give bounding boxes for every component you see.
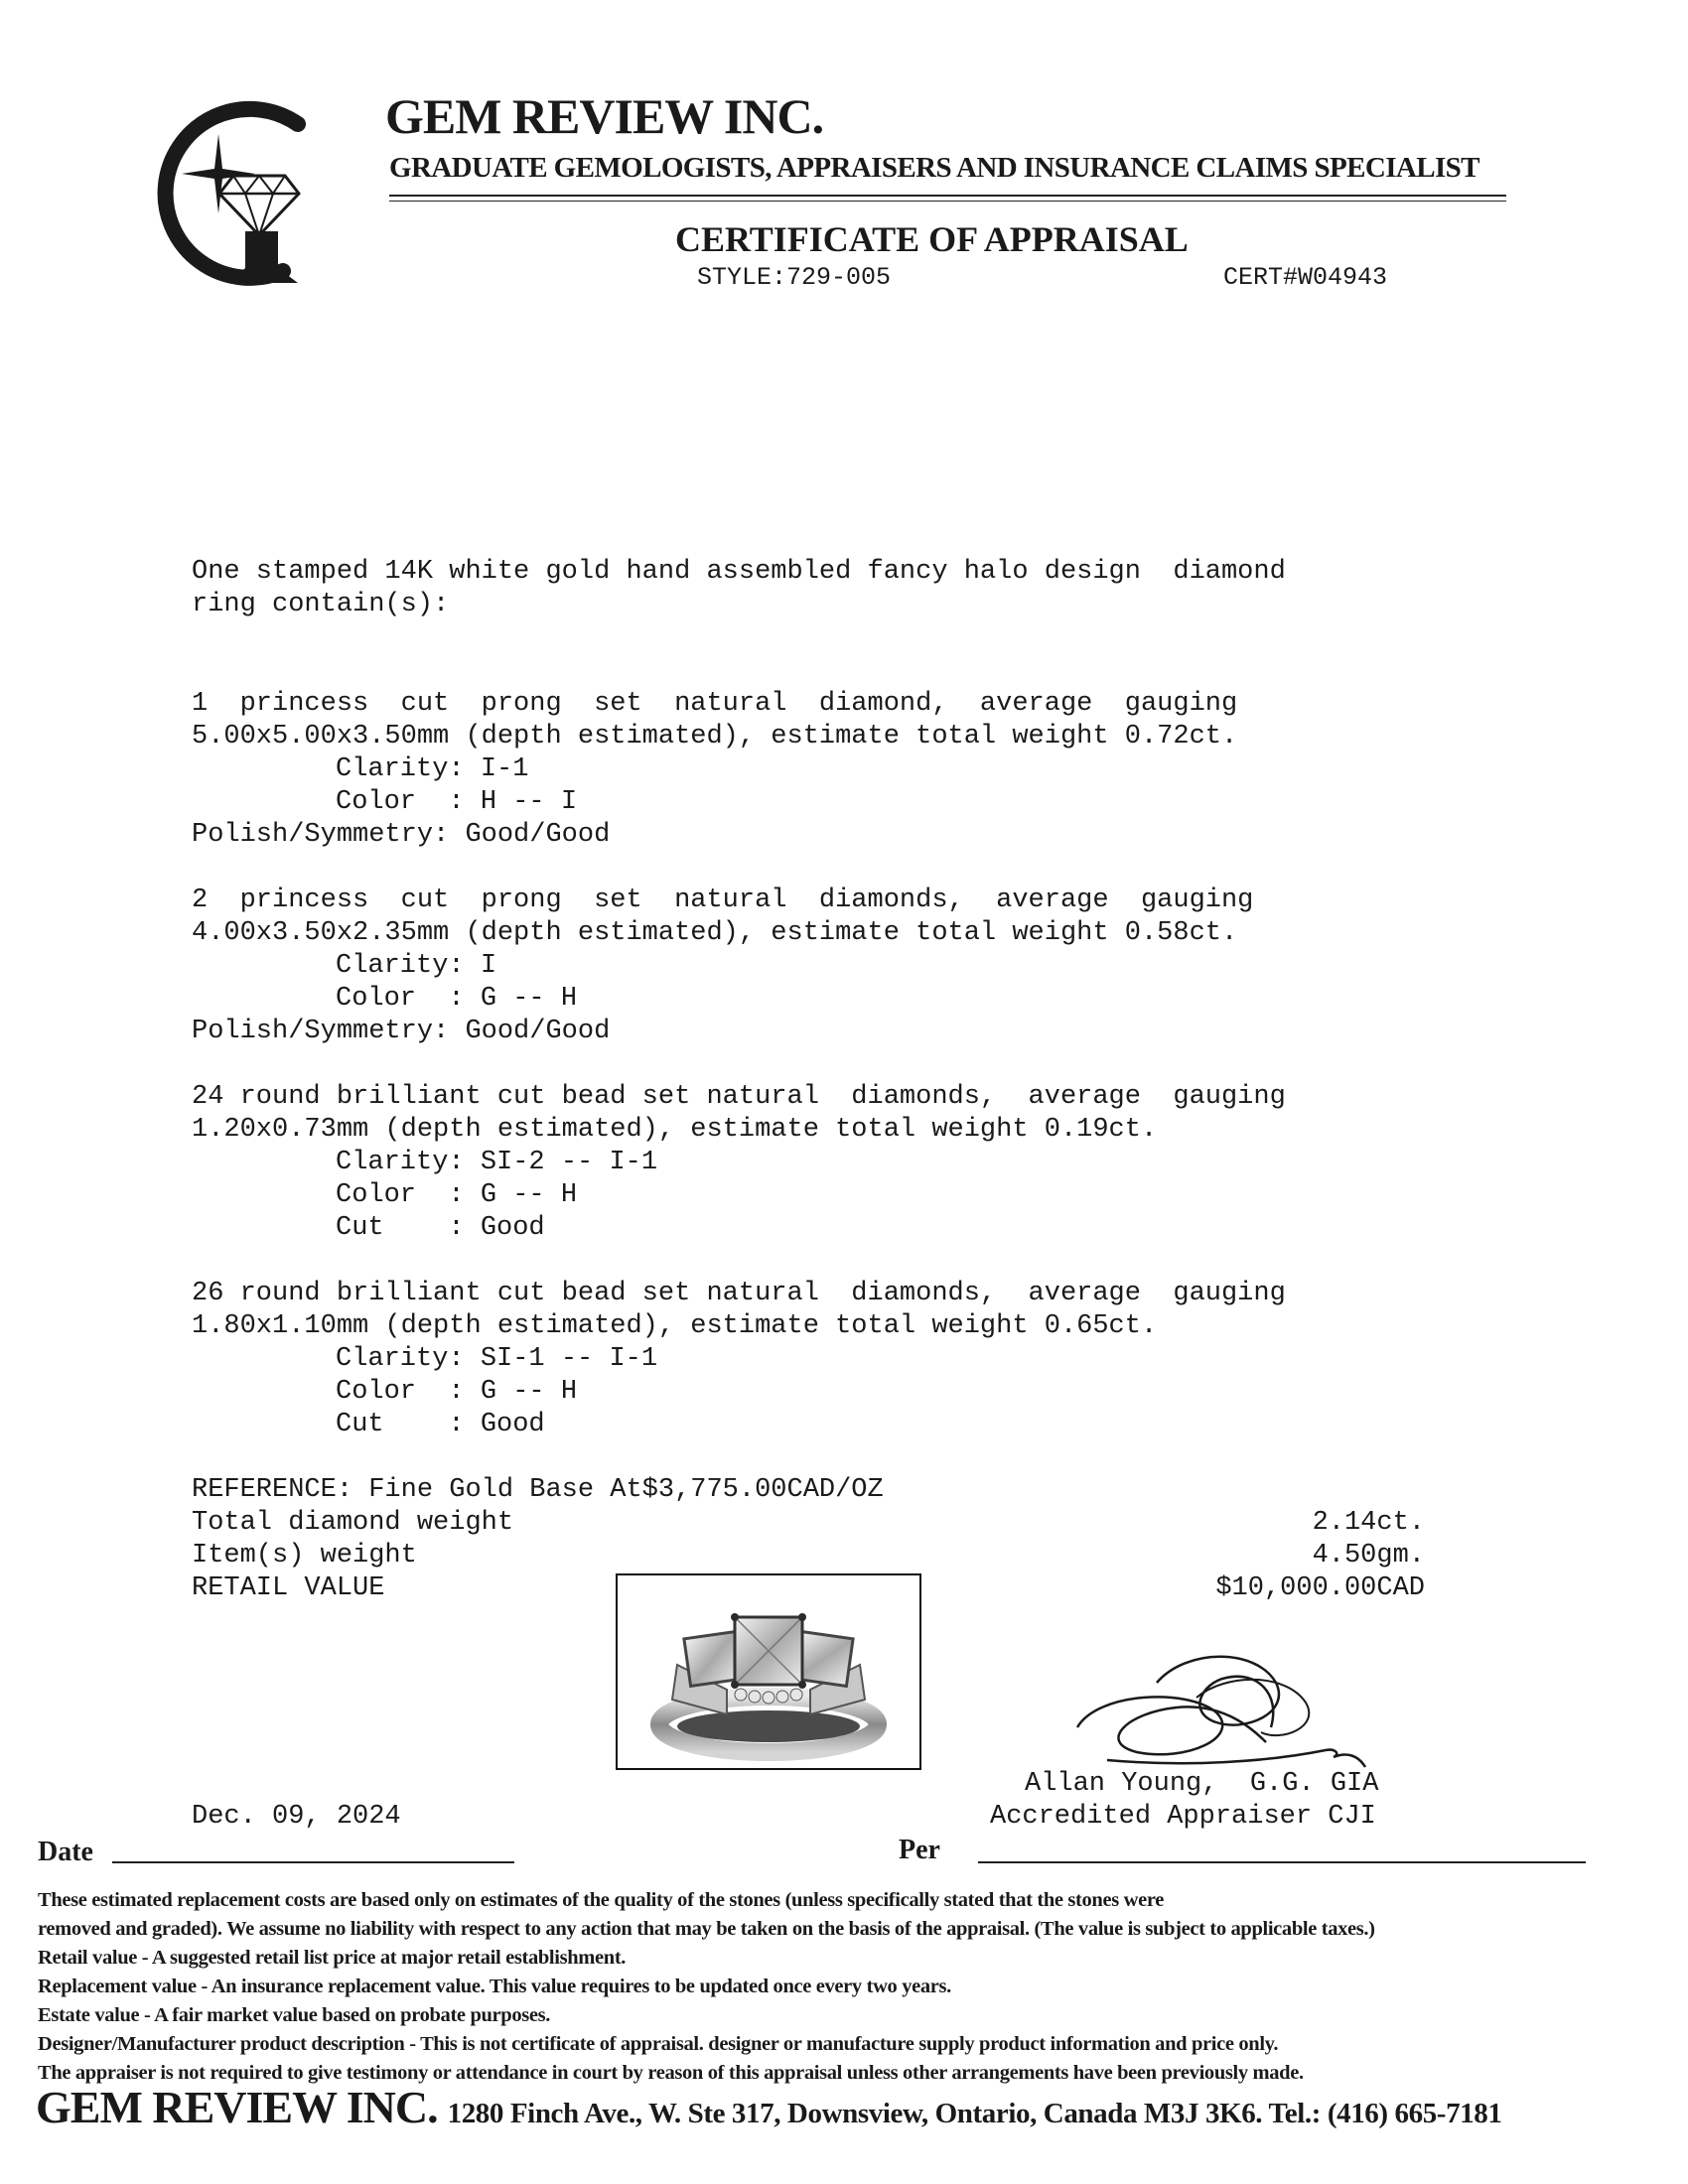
stone-group bbox=[192, 688, 1237, 852]
stone-color: Color : G -- H bbox=[336, 984, 578, 1014]
disclaimer-line: The appraiser is not required to give testimony or attendance in court by reason of this appraisal unless other arrangements have been previously made. bbox=[38, 2062, 1304, 2084]
disclaimer-line: Designer/Manufacturer product description - This is not certificate of appraisal. designer or manufacture supply product information and price only. bbox=[38, 2033, 1279, 2055]
stone-color: Color : G -- H bbox=[336, 1377, 578, 1407]
stone-group bbox=[192, 1278, 1286, 1441]
stone-group bbox=[192, 885, 1253, 1048]
stone-clarity: Clarity: SI-2 -- I-1 bbox=[336, 1148, 658, 1177]
stone-summary: 1 princess cut prong set natural diamond, average gauging bbox=[192, 689, 1238, 719]
description-line: ring contain(s): bbox=[192, 590, 450, 619]
item-description bbox=[192, 556, 1286, 621]
header-rule-thin bbox=[389, 201, 1506, 202]
description-line: One stamped 14K white gold hand assembled fancy halo design diamond bbox=[192, 557, 1286, 587]
total-diamond-weight-row bbox=[192, 1507, 1425, 1540]
date-label: Date bbox=[38, 1837, 93, 1867]
gold-reference: REFERENCE: Fine Gold Base At$3,775.00CAD/OZ bbox=[192, 1475, 884, 1505]
stone-polish-symmetry: Polish/Symmetry: Good/Good bbox=[192, 820, 611, 850]
stone-summary: 2 princess cut prong set natural diamonds, average gauging bbox=[192, 886, 1254, 915]
stone-measurements: 1.80x1.10mm (depth estimated), estimate total weight 0.65ct. bbox=[192, 1311, 1158, 1341]
stone-cut: Cut : Good bbox=[336, 1213, 545, 1243]
stone-clarity: Clarity: I bbox=[336, 951, 497, 981]
per-underline bbox=[978, 1861, 1586, 1863]
stone-summary: 24 round brilliant cut bead set natural diamonds, average gauging bbox=[192, 1082, 1286, 1112]
style-number: STYLE:729-005 bbox=[697, 263, 892, 292]
stone-measurements: 4.00x3.50x2.35mm (depth estimated), estimate total weight 0.58ct. bbox=[192, 918, 1238, 948]
item-weight-label: Item(s) weight bbox=[192, 1541, 417, 1570]
disclaimer-line: Estate value - A fair market value based on probate purposes. bbox=[38, 2004, 551, 2026]
retail-value-amount: $10,000.00CAD bbox=[1215, 1573, 1425, 1603]
item-weight-row bbox=[192, 1540, 1425, 1572]
company-logo bbox=[134, 94, 333, 293]
stone-cut: Cut : Good bbox=[336, 1410, 545, 1439]
header-rule bbox=[389, 195, 1506, 197]
retail-value-label: RETAIL VALUE bbox=[192, 1573, 385, 1603]
disclaimer-line: Replacement value - An insurance replacement value. This value requires to be updated once every two years. bbox=[38, 1976, 951, 1997]
footer-address: 1280 Finch Ave., W. Ste 317, Downsview, Ontario, Canada M3J 3K6. Tel.: (416) 665-7181 bbox=[447, 2098, 1502, 2129]
certificate-title: CERTIFICATE OF APPRAISAL bbox=[675, 219, 1189, 259]
per-label: Per bbox=[899, 1835, 940, 1865]
item-weight-value: 4.50gm. bbox=[1312, 1541, 1425, 1570]
disclaimer bbox=[38, 1886, 1666, 2088]
stone-summary: 26 round brilliant cut bead set natural diamonds, average gauging bbox=[192, 1279, 1286, 1308]
stone-group bbox=[192, 1081, 1286, 1245]
certificate-number: CERT#W04943 bbox=[1223, 263, 1388, 292]
date-underline bbox=[112, 1861, 514, 1863]
stone-measurements: 1.20x0.73mm (depth estimated), estimate total weight 0.19ct. bbox=[192, 1115, 1158, 1145]
disclaimer-line: Retail value - A suggested retail list price at major retail establishment. bbox=[38, 1947, 627, 1969]
appraiser-title: Accredited Appraiser CJI bbox=[990, 1802, 1376, 1832]
footer-company-name: GEM REVIEW INC. bbox=[36, 2082, 438, 2132]
disclaimer-line: removed and graded). We assume no liability with respect to any action that may be taken on the basis of the appraisal. (The value is subject to applicable taxes.) bbox=[38, 1918, 1375, 1940]
company-name: GEM REVIEW INC. bbox=[385, 88, 824, 144]
appraisal-date: Dec. 09, 2024 bbox=[192, 1802, 401, 1832]
stone-measurements: 5.00x5.00x3.50mm (depth estimated), estimate total weight 0.72ct. bbox=[192, 722, 1238, 751]
stone-polish-symmetry: Polish/Symmetry: Good/Good bbox=[192, 1017, 611, 1046]
total-diamond-weight-value: 2.14ct. bbox=[1312, 1508, 1425, 1538]
appraiser-signature bbox=[1067, 1643, 1385, 1777]
stone-color: Color : G -- H bbox=[336, 1180, 578, 1210]
disclaimer-line: These estimated replacement costs are based only on estimates of the quality of the stones (unless specifically stated that the stones were bbox=[38, 1889, 1164, 1911]
appraiser-name: Allan Young, G.G. GIA bbox=[1025, 1769, 1379, 1799]
footer bbox=[36, 2081, 1501, 2133]
stone-color: Color : H -- I bbox=[336, 787, 578, 817]
total-diamond-weight-label: Total diamond weight bbox=[192, 1508, 514, 1538]
stone-clarity: Clarity: SI-1 -- I-1 bbox=[336, 1344, 658, 1374]
company-subtitle: GRADUATE GEMOLOGISTS, APPRAISERS AND INSURANCE CLAIMS SPECIALIST bbox=[389, 152, 1479, 184]
stone-clarity: Clarity: I-1 bbox=[336, 754, 529, 784]
ring-photo bbox=[616, 1573, 921, 1770]
ring-image bbox=[618, 1575, 919, 1768]
